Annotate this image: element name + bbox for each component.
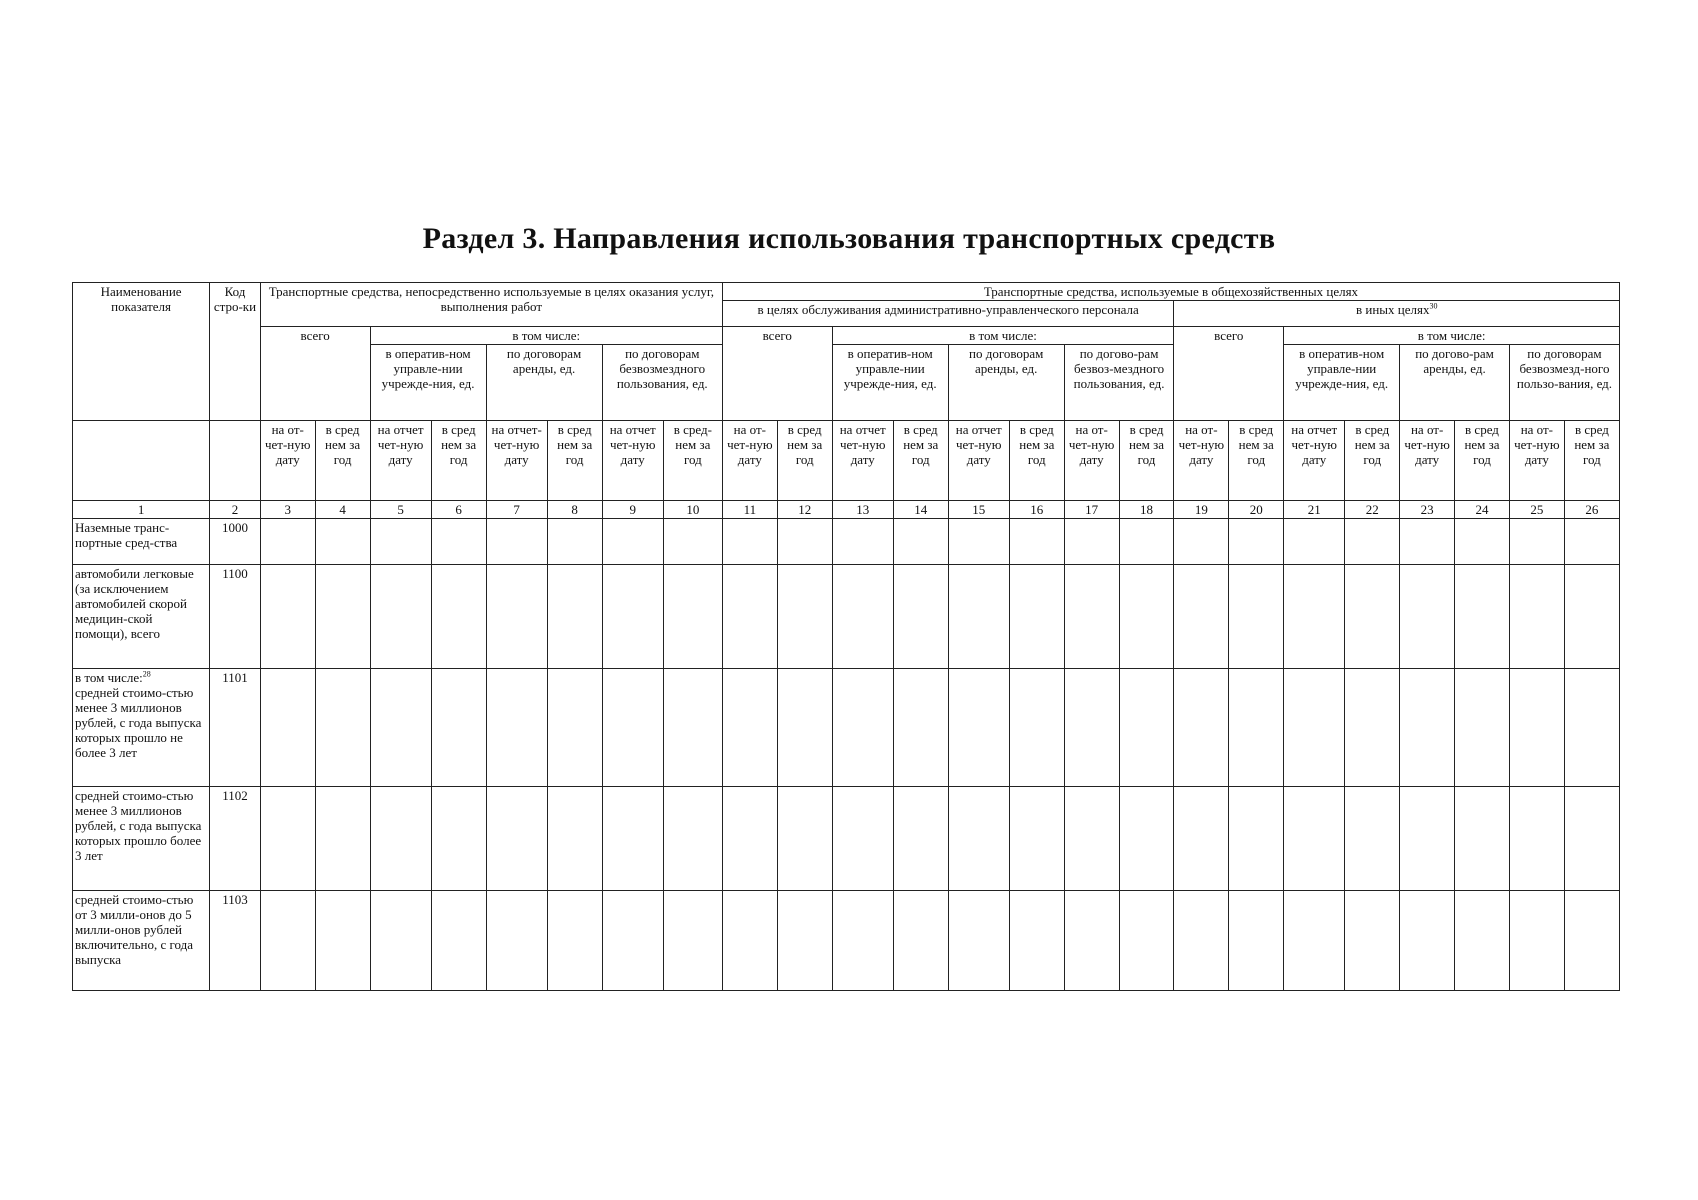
- subheader-col-25: на от-чет-ную дату: [1509, 421, 1564, 501]
- header-other-incl: в том числе:: [1284, 327, 1620, 345]
- usage-table: [72, 282, 1620, 991]
- value-cell-col-19: [1174, 519, 1229, 565]
- column-number-25: 25: [1509, 501, 1564, 519]
- value-cell-col-12: [777, 787, 832, 891]
- value-cell-col-26: [1564, 787, 1619, 891]
- value-cell-col-9: [602, 787, 663, 891]
- header-other-total: всего: [1174, 327, 1284, 421]
- column-number-10: 10: [663, 501, 722, 519]
- column-number-23: 23: [1400, 501, 1455, 519]
- value-cell-col-8: [547, 669, 602, 787]
- value-cell-col-5: [370, 519, 431, 565]
- column-number-26: 26: [1564, 501, 1619, 519]
- value-cell-col-5: [370, 891, 431, 991]
- value-cell-col-7: [486, 565, 547, 669]
- value-cell-col-24: [1455, 519, 1510, 565]
- value-cell-col-26: [1564, 565, 1619, 669]
- value-cell-col-17: [1064, 519, 1119, 565]
- value-cell-col-23: [1400, 519, 1455, 565]
- value-cell-col-10: [663, 565, 722, 669]
- subheader-col-13: на отчет чет-ную дату: [832, 421, 893, 501]
- column-number-11: 11: [722, 501, 777, 519]
- value-cell-col-21: [1284, 519, 1345, 565]
- value-cell-col-25: [1509, 519, 1564, 565]
- table-row: [73, 787, 1620, 891]
- header-code-cont: [210, 421, 261, 501]
- row-name: [73, 787, 210, 891]
- value-cell-col-18: [1119, 669, 1174, 787]
- value-cell-col-17: [1064, 565, 1119, 669]
- column-number-8: 8: [547, 501, 602, 519]
- subheader-col-12: в сред нем за год: [777, 421, 832, 501]
- value-cell-col-16: [1009, 565, 1064, 669]
- subheader-col-9: на отчет чет-ную дату: [602, 421, 663, 501]
- subheader-col-21: на отчет чет-ную дату: [1284, 421, 1345, 501]
- header-other-lease: по догово-рам аренды, ед.: [1400, 345, 1510, 421]
- subheader-col-4: в сред нем за год: [315, 421, 370, 501]
- subheader-col-26: в сред нем за год: [1564, 421, 1619, 501]
- header-admin-total: всего: [722, 327, 832, 421]
- value-cell-col-6: [431, 891, 486, 991]
- value-cell-col-9: [602, 891, 663, 991]
- column-number-12: 12: [777, 501, 832, 519]
- header-code: Код стро-ки: [210, 283, 261, 421]
- row-code: 1000: [210, 519, 261, 565]
- row-name: [73, 669, 210, 787]
- value-cell-col-13: [832, 787, 893, 891]
- subheader-col-10: в сред-нем за год: [663, 421, 722, 501]
- value-cell-col-12: [777, 519, 832, 565]
- other-group-footnote: 30: [1429, 301, 1438, 311]
- value-cell-col-4: [315, 891, 370, 991]
- value-cell-col-11: [722, 787, 777, 891]
- value-cell-col-14: [893, 669, 948, 787]
- subheader-col-8: в сред нем за год: [547, 421, 602, 501]
- value-cell-col-15: [948, 669, 1009, 787]
- value-cell-col-20: [1229, 891, 1284, 991]
- value-cell-col-10: [663, 519, 722, 565]
- value-cell-col-19: [1174, 565, 1229, 669]
- header-admin-lease: по договорам аренды, ед.: [948, 345, 1064, 421]
- value-cell-col-17: [1064, 787, 1119, 891]
- value-cell-col-18: [1119, 891, 1174, 991]
- row-name: [73, 565, 210, 669]
- column-number-3: 3: [260, 501, 315, 519]
- value-cell-col-5: [370, 669, 431, 787]
- value-cell-col-9: [602, 669, 663, 787]
- value-cell-col-18: [1119, 519, 1174, 565]
- row-name-text: Наземные транс-портные сред-ства: [75, 520, 178, 550]
- value-cell-col-22: [1345, 669, 1400, 787]
- value-cell-col-11: [722, 565, 777, 669]
- value-cell-col-16: [1009, 669, 1064, 787]
- column-number-9: 9: [602, 501, 663, 519]
- value-cell-col-13: [832, 565, 893, 669]
- subheader-col-16: в сред нем за год: [1009, 421, 1064, 501]
- column-number-4: 4: [315, 501, 370, 519]
- value-cell-col-6: [431, 787, 486, 891]
- value-cell-col-15: [948, 891, 1009, 991]
- other-group-label: в иных целях: [1355, 302, 1430, 317]
- subheader-col-20: в сред нем за год: [1229, 421, 1284, 501]
- subheader-col-23: на от-чет-ную дату: [1400, 421, 1455, 501]
- table-row: [73, 519, 1620, 565]
- value-cell-col-11: [722, 519, 777, 565]
- value-cell-col-21: [1284, 787, 1345, 891]
- subheader-col-14: в сред нем за год: [893, 421, 948, 501]
- value-cell-col-26: [1564, 891, 1619, 991]
- value-cell-col-14: [893, 787, 948, 891]
- header-direct-total: всего: [260, 327, 370, 421]
- table-row: [73, 565, 1620, 669]
- header-admin-group: в целях обслуживания административно-управленческого персонала: [722, 301, 1174, 327]
- value-cell-col-9: [602, 565, 663, 669]
- subheader-col-24: в сред нем за год: [1455, 421, 1510, 501]
- value-cell-col-25: [1509, 565, 1564, 669]
- subheader-col-6: в сред нем за год: [431, 421, 486, 501]
- row-code: 1100: [210, 565, 261, 669]
- header-direct-free-use: по договорам безвозмездного пользования, ед.: [602, 345, 722, 421]
- header-admin-operative: в оператив-ном управле-нии учрежде-ния, ед.: [832, 345, 948, 421]
- value-cell-col-19: [1174, 787, 1229, 891]
- value-cell-col-22: [1345, 891, 1400, 991]
- value-cell-col-7: [486, 787, 547, 891]
- row-name-text: автомобили легковые (за исключением автомобилей скорой медицин-ской помощи), всего: [75, 566, 194, 641]
- value-cell-col-3: [260, 565, 315, 669]
- value-cell-col-25: [1509, 787, 1564, 891]
- value-cell-col-23: [1400, 669, 1455, 787]
- value-cell-col-7: [486, 519, 547, 565]
- value-cell-col-13: [832, 519, 893, 565]
- column-number-7: 7: [486, 501, 547, 519]
- value-cell-col-23: [1400, 891, 1455, 991]
- value-cell-col-3: [260, 519, 315, 565]
- value-cell-col-8: [547, 565, 602, 669]
- value-cell-col-8: [547, 787, 602, 891]
- header-direct-operative: в оператив-ном управле-нии учрежде-ния, ед.: [370, 345, 486, 421]
- column-number-22: 22: [1345, 501, 1400, 519]
- value-cell-col-11: [722, 891, 777, 991]
- value-cell-col-22: [1345, 519, 1400, 565]
- value-cell-col-8: [547, 519, 602, 565]
- value-cell-col-7: [486, 891, 547, 991]
- value-cell-col-16: [1009, 891, 1064, 991]
- header-name-cont: [73, 421, 210, 501]
- value-cell-col-22: [1345, 565, 1400, 669]
- value-cell-col-14: [893, 565, 948, 669]
- value-cell-col-13: [832, 891, 893, 991]
- value-cell-col-24: [1455, 565, 1510, 669]
- row-code: 1102: [210, 787, 261, 891]
- table-row: [73, 891, 1620, 991]
- section-title: Раздел 3. Направления использования транспортных средств: [422, 222, 1276, 255]
- column-number-1: 1: [73, 501, 210, 519]
- subheader-col-17: на от-чет-ную дату: [1064, 421, 1119, 501]
- value-cell-col-24: [1455, 891, 1510, 991]
- value-cell-col-25: [1509, 891, 1564, 991]
- table-row: [73, 669, 1620, 787]
- value-cell-col-24: [1455, 669, 1510, 787]
- value-cell-col-15: [948, 565, 1009, 669]
- row-name-text: средней стоимо-стью менее 3 миллионов рублей, с года выпуска которых прошло более 3 лет: [75, 788, 202, 863]
- column-number-20: 20: [1229, 501, 1284, 519]
- value-cell-col-21: [1284, 669, 1345, 787]
- value-cell-col-13: [832, 669, 893, 787]
- value-cell-col-10: [663, 669, 722, 787]
- value-cell-col-4: [315, 519, 370, 565]
- header-admin-free-use: по догово-рам безвоз-мездного пользования, ед.: [1064, 345, 1174, 421]
- value-cell-col-19: [1174, 891, 1229, 991]
- value-cell-col-4: [315, 669, 370, 787]
- value-cell-col-10: [663, 891, 722, 991]
- value-cell-col-12: [777, 565, 832, 669]
- value-cell-col-3: [260, 669, 315, 787]
- column-number-14: 14: [893, 501, 948, 519]
- value-cell-col-3: [260, 891, 315, 991]
- subheader-col-7: на отчет-чет-ную дату: [486, 421, 547, 501]
- column-number-15: 15: [948, 501, 1009, 519]
- value-cell-col-16: [1009, 519, 1064, 565]
- value-cell-col-16: [1009, 787, 1064, 891]
- header-admin-incl: в том числе:: [832, 327, 1174, 345]
- value-cell-col-4: [315, 565, 370, 669]
- column-number-21: 21: [1284, 501, 1345, 519]
- value-cell-col-6: [431, 519, 486, 565]
- value-cell-col-21: [1284, 891, 1345, 991]
- subheader-col-19: на от-чет-ную дату: [1174, 421, 1229, 501]
- header-other-operative: в оператив-ном управле-нии учрежде-ния, ед.: [1284, 345, 1400, 421]
- row-code: 1101: [210, 669, 261, 787]
- column-number-19: 19: [1174, 501, 1229, 519]
- value-cell-col-26: [1564, 519, 1619, 565]
- value-cell-col-17: [1064, 669, 1119, 787]
- value-cell-col-24: [1455, 787, 1510, 891]
- value-cell-col-18: [1119, 565, 1174, 669]
- value-cell-col-12: [777, 669, 832, 787]
- value-cell-col-25: [1509, 669, 1564, 787]
- value-cell-col-20: [1229, 669, 1284, 787]
- value-cell-col-19: [1174, 669, 1229, 787]
- value-cell-col-15: [948, 787, 1009, 891]
- value-cell-col-6: [431, 669, 486, 787]
- value-cell-col-11: [722, 669, 777, 787]
- column-number-18: 18: [1119, 501, 1174, 519]
- value-cell-col-3: [260, 787, 315, 891]
- subheader-col-5: на отчет чет-ную дату: [370, 421, 431, 501]
- subheader-col-11: на от-чет-ную дату: [722, 421, 777, 501]
- row-name-prefix: в том числе:: [75, 670, 143, 685]
- value-cell-col-20: [1229, 787, 1284, 891]
- column-number-5: 5: [370, 501, 431, 519]
- header-other-group: [1174, 301, 1620, 327]
- row-name: [73, 891, 210, 991]
- value-cell-col-4: [315, 787, 370, 891]
- header-direct-lease: по договорам аренды, ед.: [486, 345, 602, 421]
- header-direct-group: Транспортные средства, непосредственно используемые в целях оказания услуг, выполнения работ: [260, 283, 722, 327]
- column-number-6: 6: [431, 501, 486, 519]
- value-cell-col-20: [1229, 519, 1284, 565]
- column-number-2: 2: [210, 501, 261, 519]
- value-cell-col-20: [1229, 565, 1284, 669]
- row-name-footnote: 28: [142, 669, 151, 679]
- value-cell-col-8: [547, 891, 602, 991]
- value-cell-col-22: [1345, 787, 1400, 891]
- header-direct-incl: в том числе:: [370, 327, 722, 345]
- value-cell-col-26: [1564, 669, 1619, 787]
- value-cell-col-12: [777, 891, 832, 991]
- header-name: Наименование показателя: [73, 283, 210, 421]
- header-other-free-use: по договорам безвозмезд-ного пользо-вания, ед.: [1509, 345, 1619, 421]
- column-number-16: 16: [1009, 501, 1064, 519]
- column-number-13: 13: [832, 501, 893, 519]
- value-cell-col-14: [893, 891, 948, 991]
- row-name-text: средней стоимо-стью менее 3 миллионов рублей, с года выпуска которых прошло не более 3 лет: [75, 685, 202, 760]
- value-cell-col-10: [663, 787, 722, 891]
- row-code: 1103: [210, 891, 261, 991]
- value-cell-col-21: [1284, 565, 1345, 669]
- subheader-col-3: на от-чет-ную дату: [260, 421, 315, 501]
- value-cell-col-5: [370, 787, 431, 891]
- column-number-24: 24: [1455, 501, 1510, 519]
- header-general-group: Транспортные средства, используемые в общехозяйственных целях: [722, 283, 1619, 301]
- value-cell-col-6: [431, 565, 486, 669]
- row-name: [73, 519, 210, 565]
- subheader-col-15: на отчет чет-ную дату: [948, 421, 1009, 501]
- value-cell-col-23: [1400, 787, 1455, 891]
- column-number-17: 17: [1064, 501, 1119, 519]
- value-cell-col-5: [370, 565, 431, 669]
- value-cell-col-18: [1119, 787, 1174, 891]
- subheader-col-22: в сред нем за год: [1345, 421, 1400, 501]
- subheader-col-18: в сред нем за год: [1119, 421, 1174, 501]
- value-cell-col-23: [1400, 565, 1455, 669]
- value-cell-col-15: [948, 519, 1009, 565]
- row-name-text: средней стоимо-стью от 3 милли-онов до 5 милли-онов рублей включительно, с года выпуска: [75, 892, 194, 967]
- value-cell-col-9: [602, 519, 663, 565]
- value-cell-col-17: [1064, 891, 1119, 991]
- value-cell-col-14: [893, 519, 948, 565]
- value-cell-col-7: [486, 669, 547, 787]
